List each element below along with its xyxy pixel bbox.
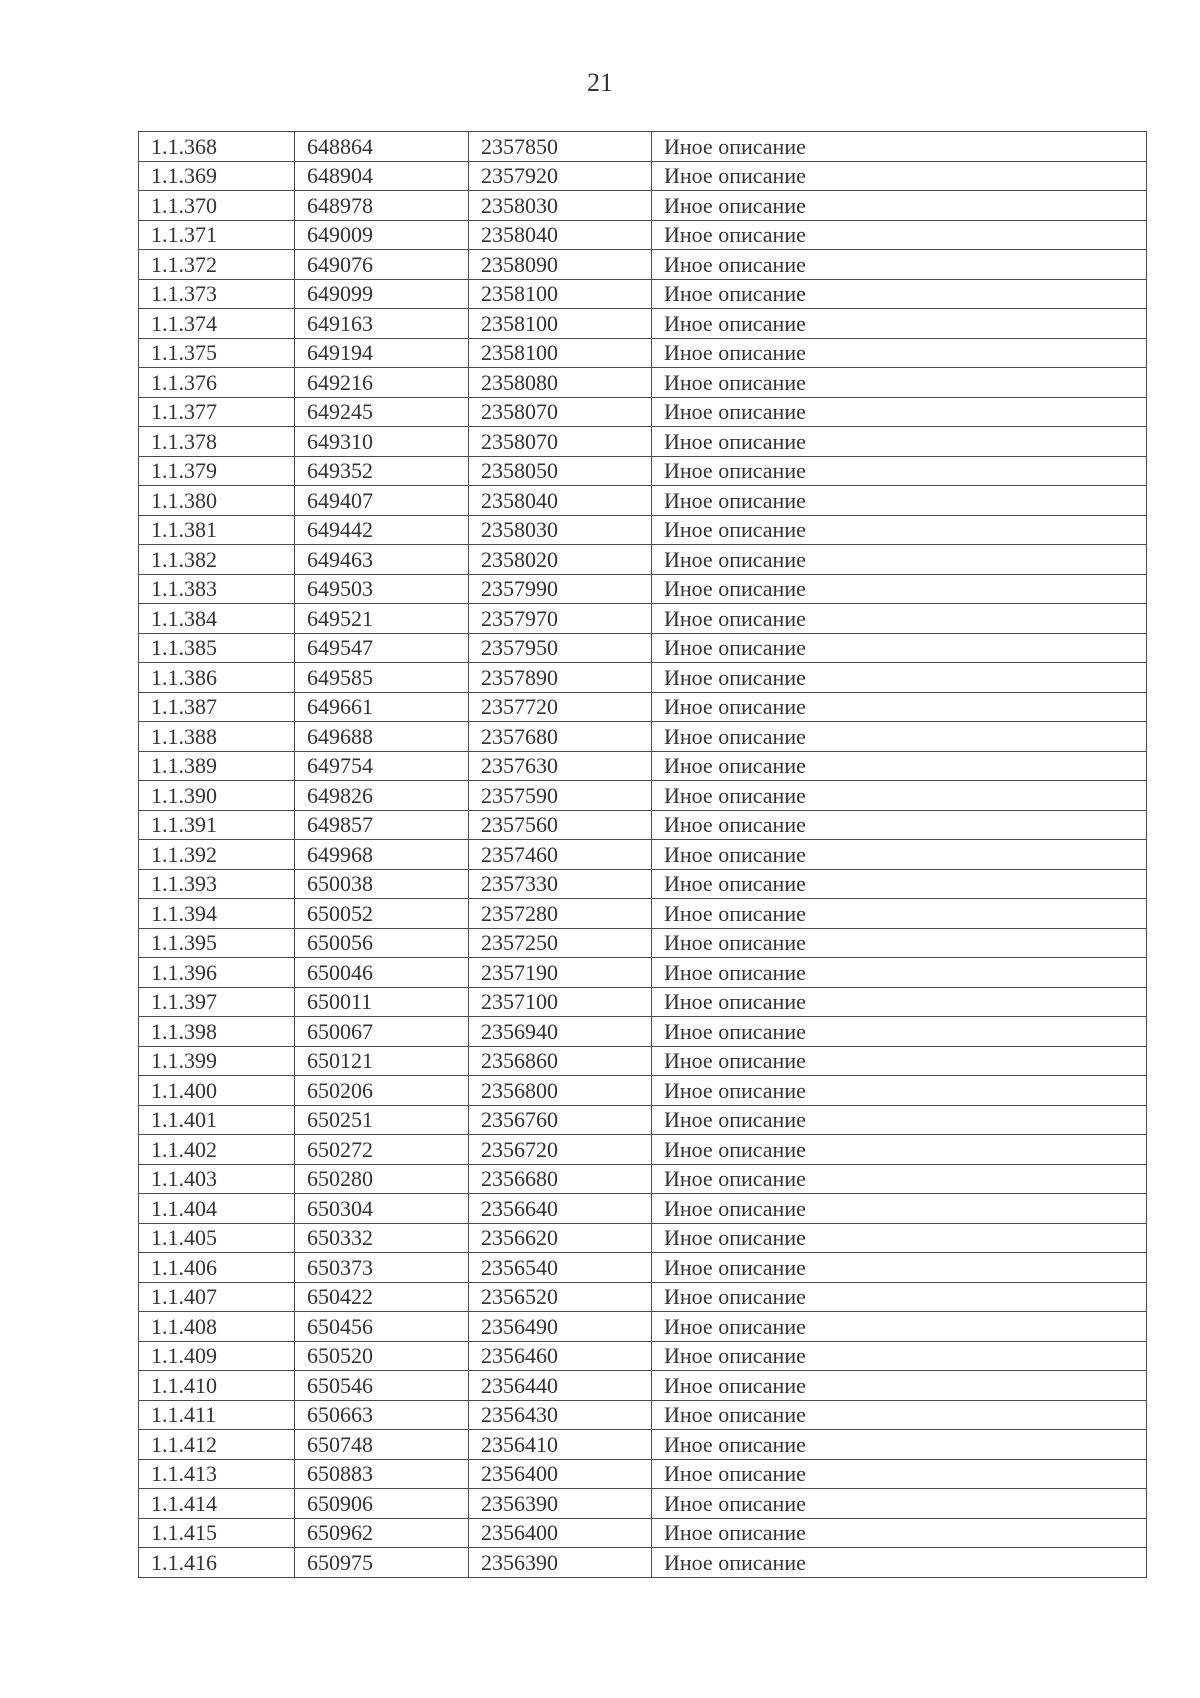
table-row [139, 574, 1147, 604]
x-coordinate-cell: 650332 [295, 1223, 469, 1253]
y-coordinate-cell: 2357920 [469, 161, 652, 191]
description-cell: Иное описание [652, 338, 1147, 368]
x-coordinate-cell: 649099 [295, 279, 469, 309]
table-row [139, 663, 1147, 693]
x-coordinate-cell: 650011 [295, 987, 469, 1017]
x-coordinate-cell: 649407 [295, 486, 469, 516]
point-number-cell: 1.1.387 [139, 692, 295, 722]
description-cell: Иное описание [652, 1017, 1147, 1047]
y-coordinate-cell: 2356490 [469, 1312, 652, 1342]
description-cell: Иное описание [652, 309, 1147, 339]
point-number-cell: 1.1.369 [139, 161, 295, 191]
description-cell: Иное описание [652, 161, 1147, 191]
point-number-cell: 1.1.404 [139, 1194, 295, 1224]
description-cell: Иное описание [652, 191, 1147, 221]
description-cell: Иное описание [652, 1105, 1147, 1135]
point-number-cell: 1.1.400 [139, 1076, 295, 1106]
description-cell: Иное описание [652, 751, 1147, 781]
table-row [139, 1371, 1147, 1401]
y-coordinate-cell: 2357190 [469, 958, 652, 988]
description-cell: Иное описание [652, 692, 1147, 722]
x-coordinate-cell: 649661 [295, 692, 469, 722]
y-coordinate-cell: 2357890 [469, 663, 652, 693]
description-cell: Иное описание [652, 1518, 1147, 1548]
table-row [139, 1548, 1147, 1578]
table-row [139, 1341, 1147, 1371]
point-number-cell: 1.1.405 [139, 1223, 295, 1253]
y-coordinate-cell: 2358020 [469, 545, 652, 575]
y-coordinate-cell: 2358070 [469, 427, 652, 457]
x-coordinate-cell: 649194 [295, 338, 469, 368]
point-number-cell: 1.1.386 [139, 663, 295, 693]
table-row [139, 1164, 1147, 1194]
x-coordinate-cell: 648904 [295, 161, 469, 191]
table-row [139, 840, 1147, 870]
table-row [139, 1017, 1147, 1047]
x-coordinate-cell: 649503 [295, 574, 469, 604]
point-number-cell: 1.1.409 [139, 1341, 295, 1371]
table-row [139, 250, 1147, 280]
x-coordinate-cell: 650962 [295, 1518, 469, 1548]
x-coordinate-cell: 650906 [295, 1489, 469, 1519]
point-number-cell: 1.1.398 [139, 1017, 295, 1047]
point-number-cell: 1.1.399 [139, 1046, 295, 1076]
y-coordinate-cell: 2356720 [469, 1135, 652, 1165]
table-row [139, 1223, 1147, 1253]
y-coordinate-cell: 2357680 [469, 722, 652, 752]
y-coordinate-cell: 2357970 [469, 604, 652, 634]
point-number-cell: 1.1.408 [139, 1312, 295, 1342]
description-cell: Иное описание [652, 899, 1147, 929]
x-coordinate-cell: 650067 [295, 1017, 469, 1047]
point-number-cell: 1.1.412 [139, 1430, 295, 1460]
description-cell: Иное описание [652, 250, 1147, 280]
x-coordinate-cell: 649442 [295, 515, 469, 545]
description-cell: Иное описание [652, 1459, 1147, 1489]
point-number-cell: 1.1.368 [139, 132, 295, 162]
point-number-cell: 1.1.376 [139, 368, 295, 398]
x-coordinate-cell: 649754 [295, 751, 469, 781]
point-number-cell: 1.1.406 [139, 1253, 295, 1283]
y-coordinate-cell: 2357280 [469, 899, 652, 929]
point-number-cell: 1.1.384 [139, 604, 295, 634]
y-coordinate-cell: 2356760 [469, 1105, 652, 1135]
point-number-cell: 1.1.371 [139, 220, 295, 250]
point-number-cell: 1.1.393 [139, 869, 295, 899]
point-number-cell: 1.1.395 [139, 928, 295, 958]
y-coordinate-cell: 2356400 [469, 1518, 652, 1548]
x-coordinate-cell: 649076 [295, 250, 469, 280]
description-cell: Иное описание [652, 663, 1147, 693]
description-cell: Иное описание [652, 574, 1147, 604]
x-coordinate-cell: 649463 [295, 545, 469, 575]
table-row [139, 604, 1147, 634]
x-coordinate-cell: 649009 [295, 220, 469, 250]
description-cell: Иное описание [652, 1194, 1147, 1224]
x-coordinate-cell: 650663 [295, 1400, 469, 1430]
x-coordinate-cell: 650546 [295, 1371, 469, 1401]
description-cell: Иное описание [652, 722, 1147, 752]
x-coordinate-cell: 649245 [295, 397, 469, 427]
table-row [139, 427, 1147, 457]
y-coordinate-cell: 2358070 [469, 397, 652, 427]
table-row [139, 132, 1147, 162]
x-coordinate-cell: 649163 [295, 309, 469, 339]
y-coordinate-cell: 2358040 [469, 486, 652, 516]
table-row [139, 899, 1147, 929]
y-coordinate-cell: 2356460 [469, 1341, 652, 1371]
y-coordinate-cell: 2357590 [469, 781, 652, 811]
point-number-cell: 1.1.379 [139, 456, 295, 486]
point-number-cell: 1.1.382 [139, 545, 295, 575]
point-number-cell: 1.1.416 [139, 1548, 295, 1578]
point-number-cell: 1.1.394 [139, 899, 295, 929]
description-cell: Иное описание [652, 869, 1147, 899]
table-row [139, 869, 1147, 899]
description-cell: Иное описание [652, 958, 1147, 988]
table-row [139, 958, 1147, 988]
description-cell: Иное описание [652, 1253, 1147, 1283]
x-coordinate-cell: 648978 [295, 191, 469, 221]
y-coordinate-cell: 2356400 [469, 1459, 652, 1489]
description-cell: Иное описание [652, 840, 1147, 870]
description-cell: Иное описание [652, 1489, 1147, 1519]
table-row [139, 692, 1147, 722]
x-coordinate-cell: 649352 [295, 456, 469, 486]
description-cell: Иное описание [652, 397, 1147, 427]
y-coordinate-cell: 2356520 [469, 1282, 652, 1312]
x-coordinate-cell: 650975 [295, 1548, 469, 1578]
x-coordinate-cell: 649310 [295, 427, 469, 457]
point-number-cell: 1.1.390 [139, 781, 295, 811]
y-coordinate-cell: 2356940 [469, 1017, 652, 1047]
table-row [139, 456, 1147, 486]
point-number-cell: 1.1.389 [139, 751, 295, 781]
description-cell: Иное описание [652, 1164, 1147, 1194]
point-number-cell: 1.1.415 [139, 1518, 295, 1548]
x-coordinate-cell: 650373 [295, 1253, 469, 1283]
table-row [139, 1046, 1147, 1076]
point-number-cell: 1.1.397 [139, 987, 295, 1017]
table-row [139, 810, 1147, 840]
description-cell: Иное описание [652, 781, 1147, 811]
y-coordinate-cell: 2358090 [469, 250, 652, 280]
point-number-cell: 1.1.374 [139, 309, 295, 339]
y-coordinate-cell: 2356390 [469, 1489, 652, 1519]
x-coordinate-cell: 649547 [295, 633, 469, 663]
y-coordinate-cell: 2356540 [469, 1253, 652, 1283]
x-coordinate-cell: 650121 [295, 1046, 469, 1076]
table-row [139, 1194, 1147, 1224]
table-row [139, 1430, 1147, 1460]
table-row [139, 751, 1147, 781]
description-cell: Иное описание [652, 1548, 1147, 1578]
point-number-cell: 1.1.381 [139, 515, 295, 545]
description-cell: Иное описание [652, 1223, 1147, 1253]
y-coordinate-cell: 2357460 [469, 840, 652, 870]
point-number-cell: 1.1.402 [139, 1135, 295, 1165]
description-cell: Иное описание [652, 1430, 1147, 1460]
y-coordinate-cell: 2358030 [469, 191, 652, 221]
y-coordinate-cell: 2356440 [469, 1371, 652, 1401]
description-cell: Иное описание [652, 810, 1147, 840]
point-number-cell: 1.1.380 [139, 486, 295, 516]
y-coordinate-cell: 2356860 [469, 1046, 652, 1076]
table-row [139, 309, 1147, 339]
point-number-cell: 1.1.414 [139, 1489, 295, 1519]
point-number-cell: 1.1.413 [139, 1459, 295, 1489]
x-coordinate-cell: 650748 [295, 1430, 469, 1460]
x-coordinate-cell: 649968 [295, 840, 469, 870]
y-coordinate-cell: 2358100 [469, 279, 652, 309]
y-coordinate-cell: 2358050 [469, 456, 652, 486]
point-number-cell: 1.1.385 [139, 633, 295, 663]
description-cell: Иное описание [652, 456, 1147, 486]
point-number-cell: 1.1.410 [139, 1371, 295, 1401]
x-coordinate-cell: 650304 [295, 1194, 469, 1224]
description-cell: Иное описание [652, 1312, 1147, 1342]
description-cell: Иное описание [652, 486, 1147, 516]
table-row [139, 1105, 1147, 1135]
description-cell: Иное описание [652, 368, 1147, 398]
point-number-cell: 1.1.388 [139, 722, 295, 752]
table-row [139, 1312, 1147, 1342]
table-row [139, 220, 1147, 250]
description-cell: Иное описание [652, 132, 1147, 162]
point-number-cell: 1.1.391 [139, 810, 295, 840]
y-coordinate-cell: 2357990 [469, 574, 652, 604]
x-coordinate-cell: 650251 [295, 1105, 469, 1135]
y-coordinate-cell: 2356430 [469, 1400, 652, 1430]
point-number-cell: 1.1.370 [139, 191, 295, 221]
point-number-cell: 1.1.392 [139, 840, 295, 870]
description-cell: Иное описание [652, 604, 1147, 634]
y-coordinate-cell: 2357100 [469, 987, 652, 1017]
x-coordinate-cell: 649216 [295, 368, 469, 398]
x-coordinate-cell: 650280 [295, 1164, 469, 1194]
x-coordinate-cell: 649585 [295, 663, 469, 693]
x-coordinate-cell: 650038 [295, 869, 469, 899]
y-coordinate-cell: 2358100 [469, 309, 652, 339]
description-cell: Иное описание [652, 1076, 1147, 1106]
x-coordinate-cell: 650272 [295, 1135, 469, 1165]
table-row [139, 928, 1147, 958]
table-row [139, 722, 1147, 752]
x-coordinate-cell: 649688 [295, 722, 469, 752]
y-coordinate-cell: 2358030 [469, 515, 652, 545]
y-coordinate-cell: 2357850 [469, 132, 652, 162]
table-row [139, 1135, 1147, 1165]
table-row [139, 1518, 1147, 1548]
x-coordinate-cell: 648864 [295, 132, 469, 162]
y-coordinate-cell: 2358100 [469, 338, 652, 368]
description-cell: Иное описание [652, 987, 1147, 1017]
y-coordinate-cell: 2357720 [469, 692, 652, 722]
x-coordinate-cell: 649521 [295, 604, 469, 634]
description-cell: Иное описание [652, 1341, 1147, 1371]
point-number-cell: 1.1.378 [139, 427, 295, 457]
description-cell: Иное описание [652, 1135, 1147, 1165]
y-coordinate-cell: 2358040 [469, 220, 652, 250]
x-coordinate-cell: 650456 [295, 1312, 469, 1342]
description-cell: Иное описание [652, 1046, 1147, 1076]
description-cell: Иное описание [652, 633, 1147, 663]
coordinates-table [138, 131, 1147, 1578]
table-row [139, 368, 1147, 398]
x-coordinate-cell: 650520 [295, 1341, 469, 1371]
table-row [139, 545, 1147, 575]
table-row [139, 1400, 1147, 1430]
point-number-cell: 1.1.373 [139, 279, 295, 309]
x-coordinate-cell: 649826 [295, 781, 469, 811]
y-coordinate-cell: 2356680 [469, 1164, 652, 1194]
x-coordinate-cell: 650046 [295, 958, 469, 988]
description-cell: Иное описание [652, 220, 1147, 250]
x-coordinate-cell: 649857 [295, 810, 469, 840]
y-coordinate-cell: 2357560 [469, 810, 652, 840]
table-row [139, 191, 1147, 221]
table-row [139, 1282, 1147, 1312]
x-coordinate-cell: 650056 [295, 928, 469, 958]
table-row [139, 987, 1147, 1017]
table-row [139, 1076, 1147, 1106]
table-row [139, 781, 1147, 811]
description-cell: Иное описание [652, 928, 1147, 958]
point-number-cell: 1.1.396 [139, 958, 295, 988]
table-row [139, 161, 1147, 191]
table-row [139, 397, 1147, 427]
point-number-cell: 1.1.383 [139, 574, 295, 604]
point-number-cell: 1.1.407 [139, 1282, 295, 1312]
description-cell: Иное описание [652, 1371, 1147, 1401]
table-row [139, 1253, 1147, 1283]
table-row [139, 633, 1147, 663]
x-coordinate-cell: 650052 [295, 899, 469, 929]
description-cell: Иное описание [652, 515, 1147, 545]
x-coordinate-cell: 650883 [295, 1459, 469, 1489]
point-number-cell: 1.1.377 [139, 397, 295, 427]
table-body [139, 132, 1147, 1578]
x-coordinate-cell: 650206 [295, 1076, 469, 1106]
point-number-cell: 1.1.411 [139, 1400, 295, 1430]
table-row [139, 1459, 1147, 1489]
y-coordinate-cell: 2356640 [469, 1194, 652, 1224]
x-coordinate-cell: 650422 [295, 1282, 469, 1312]
y-coordinate-cell: 2356800 [469, 1076, 652, 1106]
y-coordinate-cell: 2356620 [469, 1223, 652, 1253]
page-number: 21 [587, 68, 613, 97]
table-row [139, 279, 1147, 309]
y-coordinate-cell: 2357250 [469, 928, 652, 958]
point-number-cell: 1.1.375 [139, 338, 295, 368]
table-row [139, 486, 1147, 516]
description-cell: Иное описание [652, 545, 1147, 575]
description-cell: Иное описание [652, 279, 1147, 309]
y-coordinate-cell: 2357630 [469, 751, 652, 781]
table-row [139, 515, 1147, 545]
description-cell: Иное описание [652, 427, 1147, 457]
point-number-cell: 1.1.401 [139, 1105, 295, 1135]
point-number-cell: 1.1.403 [139, 1164, 295, 1194]
y-coordinate-cell: 2356390 [469, 1548, 652, 1578]
table-row [139, 1489, 1147, 1519]
y-coordinate-cell: 2356410 [469, 1430, 652, 1460]
point-number-cell: 1.1.372 [139, 250, 295, 280]
y-coordinate-cell: 2357330 [469, 869, 652, 899]
y-coordinate-cell: 2357950 [469, 633, 652, 663]
y-coordinate-cell: 2358080 [469, 368, 652, 398]
table-row [139, 338, 1147, 368]
description-cell: Иное описание [652, 1282, 1147, 1312]
description-cell: Иное описание [652, 1400, 1147, 1430]
